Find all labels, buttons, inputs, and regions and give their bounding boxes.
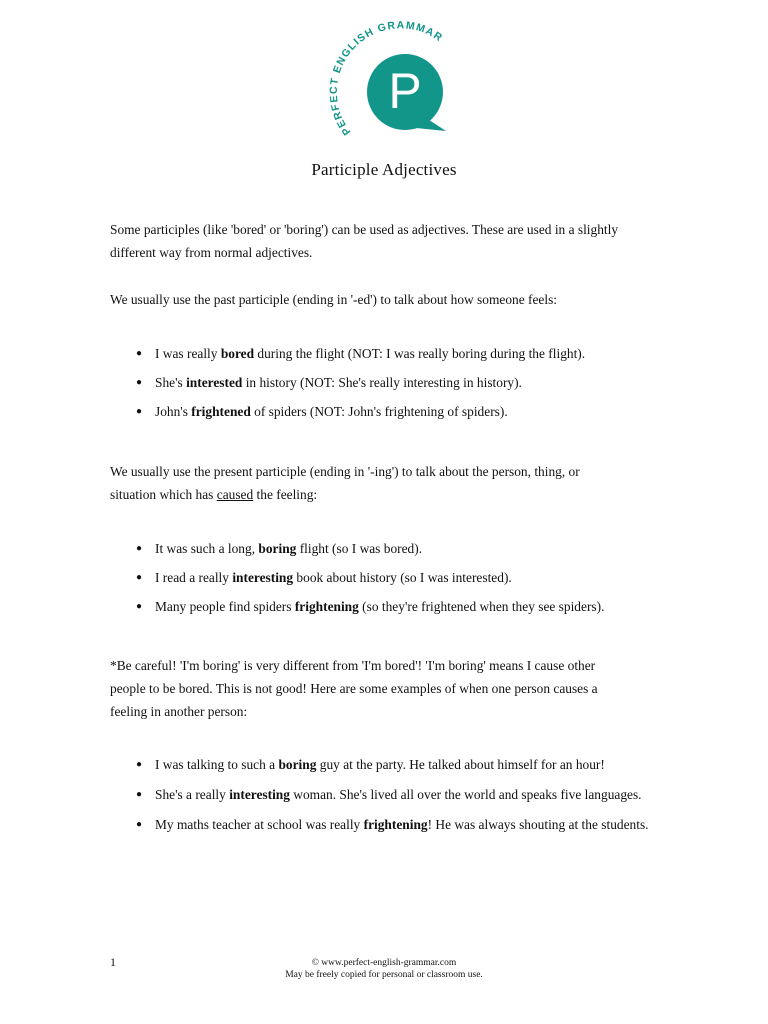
footer-note: May be freely copied for personal or classroom use. — [285, 970, 483, 980]
bullet-icon: ● — [136, 819, 143, 830]
list-item: ● It was such a long, boring flight (so I was bored). — [110, 537, 655, 560]
logo-letter: P — [388, 63, 422, 119]
bullet-icon: ● — [136, 406, 143, 417]
example-keyword: interesting — [232, 570, 294, 585]
note-line: feeling in another person: — [110, 704, 248, 719]
example-keyword: bored — [220, 346, 255, 361]
list-item: ● My maths teacher at school was really frightening! He was always shouting at the students. — [110, 813, 655, 836]
example-keyword: interested — [186, 375, 243, 390]
example-keyword: boring — [278, 757, 317, 772]
list-item: ● She's interested in history (NOT: She's really interesting in history). — [110, 371, 655, 394]
footer-copyright: © www.perfect-english-grammar.com — [311, 958, 457, 968]
past-participle-examples — [110, 342, 655, 429]
page-number: 1 — [110, 955, 116, 969]
list-item: ● She's a really interesting woman. She's lived all over the world and speaks five languages. — [110, 783, 655, 806]
present-participle-examples — [110, 537, 655, 624]
page-title: Participle Adjectives — [311, 160, 457, 179]
list-item: ● I was talking to such a boring guy at the party. He talked about himself for an hour! — [110, 753, 655, 776]
underlined-word: caused — [216, 487, 254, 502]
intro-line: situation which has caused the feeling: — [110, 487, 318, 502]
bullet-icon: ● — [136, 377, 143, 388]
bullet-icon: ● — [136, 759, 143, 770]
example-keyword: interesting — [229, 787, 290, 802]
example-keyword: frightened — [191, 404, 251, 419]
bullet-icon: ● — [136, 572, 143, 583]
bullet-icon: ● — [136, 601, 143, 612]
careful-note — [110, 654, 655, 723]
intro-line: different way from normal adjectives. — [110, 245, 313, 260]
logo-arc-text: PERFECT ENGLISH GRAMMAR — [327, 19, 446, 138]
intro-line: Some participles (like 'bored' or 'boring') can be used as adjectives. These are used in a slightly — [110, 222, 619, 237]
example-keyword: boring — [258, 541, 297, 556]
list-item: ● Many people find spiders frightening (so they're frightened when they see spiders). — [110, 595, 655, 618]
perfect-english-grammar-logo — [318, 18, 468, 142]
example-keyword: frightening — [363, 817, 428, 832]
footer — [0, 957, 768, 981]
intro-line: We usually use the present participle (ending in '-ing') to talk about the person, thing, or — [110, 464, 580, 479]
intro-paragraph — [110, 218, 655, 264]
example-keyword: frightening — [294, 599, 359, 614]
note-line: *Be careful! 'I'm boring' is very different from 'I'm bored'! 'I'm boring' means I cause other — [110, 658, 596, 673]
past-participle-intro: We usually use the past participle (ending in '-ed') to talk about how someone feels: — [110, 292, 558, 307]
careful-examples — [110, 753, 655, 843]
list-item: ● I was really bored during the flight (NOT: I was really boring during the flight). — [110, 342, 655, 365]
bullet-icon: ● — [136, 543, 143, 554]
present-participle-intro — [110, 460, 655, 506]
list-item: ● John's frightened of spiders (NOT: John's frightening of spiders). — [110, 400, 655, 423]
note-line: people to be bored. This is not good! Here are some examples of when one person causes a — [110, 681, 598, 696]
bullet-icon: ● — [136, 789, 143, 800]
bullet-icon: ● — [136, 348, 143, 359]
list-item: ● I read a really interesting book about history (so I was interested). — [110, 566, 655, 589]
